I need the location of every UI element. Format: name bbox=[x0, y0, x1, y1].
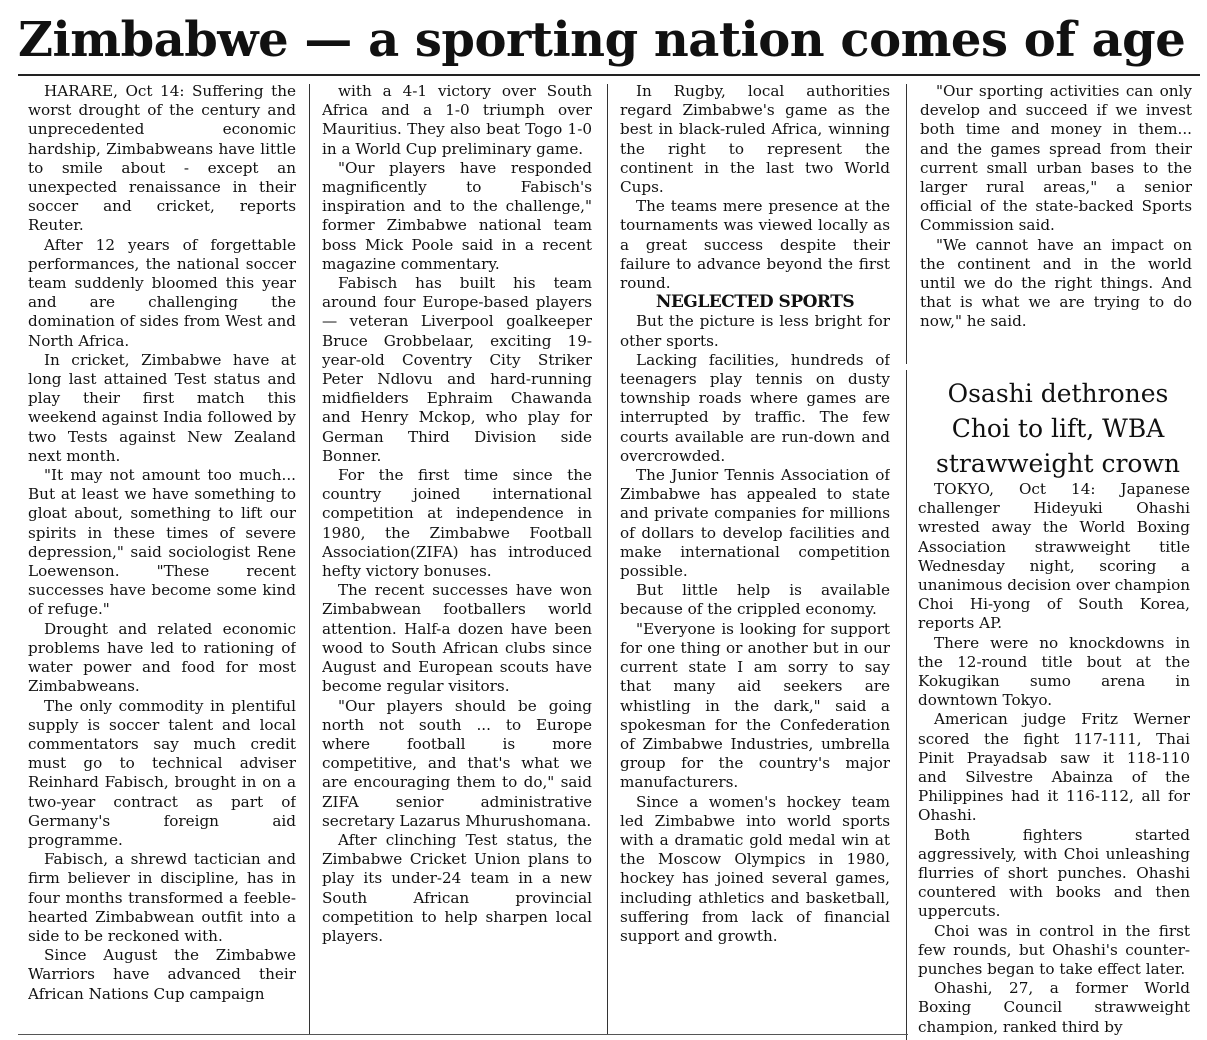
paragraph: HARARE, Oct 14: Suffering the worst drought of the century and unprecedented economic hardship, Zimbabweans have little to smile about - except an unexpected renaissance in their soccer and cricket, reports Reuter. bbox=[28, 82, 296, 235]
column-divider bbox=[906, 84, 907, 364]
paragraph: But the picture is less bright for other sports. bbox=[620, 312, 890, 350]
paragraph: In cricket, Zimbabwe have at long last attained Test status and play their first match this weekend against India followed by two Tests against New Zealand next month. bbox=[28, 350, 296, 465]
side-article-body bbox=[918, 480, 1190, 1036]
paragraph: Lacking facilities, hundreds of teenagers play tennis on dusty township roads where games are interrupted by traffic. The few courts available are run-down and overcrowded. bbox=[620, 350, 890, 465]
paragraph: Drought and related economic problems have led to rationing of water power and food for most Zimbabweans. bbox=[28, 619, 296, 696]
paragraph: "Our sporting activities can only develop and succeed if we invest both time and money in them... and the games spread from their current small urban bases to the larger rural areas," a senior official of the state-backed Sports Commission said. bbox=[920, 82, 1192, 235]
paragraph: For the first time since the country joined international competition at independence in 1980, the Zimbabwe Football Association(ZIFA) has introduced hefty victory bonuses. bbox=[322, 466, 592, 581]
paragraph: But little help is available because of the crippled economy. bbox=[620, 581, 890, 619]
paragraph: "It may not amount too much... But at least we have something to gloat about, something to lift our spirits in these times of severe depression," said sociologist Rene Loewenson. "These recent successes have become some kind of refuge." bbox=[28, 466, 296, 619]
paragraph: Ohashi, 27, a former World Boxing Council strawweight champion, ranked third by bbox=[918, 979, 1190, 1036]
paragraph: Since August the Zimbabwe Warriors have advanced their African Nations Cup campaign bbox=[28, 946, 296, 1003]
paragraph: Fabisch has built his team around four Europe-based players — veteran Liverpool goalkeeper Bruce Grobbelaar, exciting 19-year-old Coventry City Striker Peter Ndlovu and hard-running midfielders Ephraim Chawanda and Henry Mckop, who play for German Third Division side Bonner. bbox=[322, 274, 592, 465]
paragraph: The only commodity in plentiful supply is soccer talent and local commentators say much credit must go to technical adviser Reinhard Fabisch, brought in on a two-year contract as part of Germany's foreign aid programme. bbox=[28, 696, 296, 849]
section-subhead: NEGLECTED SPORTS bbox=[655, 292, 855, 313]
column-divider bbox=[607, 84, 608, 1034]
paragraph: The teams mere presence at the tournaments was viewed locally as a great success despite their failure to advance beyond the first round. bbox=[620, 197, 890, 293]
paragraph: The Junior Tennis Association of Zimbabwe has appealed to state and private companies for millions of dollars to develop facilities and make international competition possible. bbox=[620, 466, 890, 581]
paragraph: Both fighters started aggressively, with Choi unleashing flurries of short punches. Ohashi countered with books and then uppercuts. bbox=[918, 825, 1190, 921]
paragraph: After 12 years of forgettable performances, the national soccer team suddenly bloomed this year and are challenging the domination of sides from West and North Africa. bbox=[28, 235, 296, 350]
article-column-3 bbox=[620, 82, 890, 1032]
paragraph: The recent successes have won Zimbabwean footballers world attention. Half-a dozen have been wood to South African clubs since August and European scouts have become regular visitors. bbox=[322, 581, 592, 696]
article-column-4 bbox=[920, 82, 1192, 352]
paragraph: "Our players have responded magnificently to Fabisch's inspiration and to the challenge," former Zimbabwe national team boss Mick Poole said in a recent magazine commentary. bbox=[322, 158, 592, 273]
paragraph: TOKYO, Oct 14: Japanese challenger Hideyuki Ohashi wrested away the World Boxing Association strawweight title Wednesday night, scoring a unanimous decision over champion Choi Hi-yong of South Korea, reports AP. bbox=[918, 480, 1190, 633]
column-divider bbox=[309, 84, 310, 1034]
paragraph: with a 4-1 victory over South Africa and a 1-0 triumph over Mauritius. They also beat Togo 1-0 in a World Cup preliminary game. bbox=[322, 82, 592, 158]
article-column-2 bbox=[322, 82, 592, 1032]
paragraph: Since a women's hockey team led Zimbabwe into world sports with a dramatic gold medal win at the Moscow Olympics in 1980, hockey has joined several games, including athletics and basketball, suffering from lack of financial support and growth. bbox=[620, 792, 890, 945]
sidebar-divider bbox=[906, 370, 907, 1040]
paragraph: Choi was in control in the first few rounds, but Ohashi's counter-punches began to take effect later. bbox=[918, 921, 1190, 979]
paragraph: "We cannot have an impact on the continent and in the world until we do the right things. And that is what we are trying to do now," he said. bbox=[920, 235, 1192, 331]
bottom-rule bbox=[18, 1034, 908, 1035]
article-column-1 bbox=[28, 82, 296, 1032]
paragraph: "Our players should be going north not south ... to Europe where football is more competitive, and that's what we are encouraging them to do," said ZIFA senior administrative secretary Lazarus Mhurushomana. bbox=[322, 696, 592, 830]
headline-rule bbox=[18, 74, 1200, 76]
paragraph: Fabisch, a shrewd tactician and firm believer in discipline, has in four months transformed a feeble-hearted Zimbabwean outfit into a side to be reckoned with. bbox=[28, 850, 296, 945]
paragraph: In Rugby, local authorities regard Zimbabwe's game as the best in black-ruled Africa, winning the right to represent the continent in the last two World Cups. bbox=[620, 82, 890, 197]
paragraph: American judge Fritz Werner scored the fight 117-111, Thai Pinit Prayadsab saw it 118-110 and Silvestre Abainza of the Philippines had it 116-112, all for Ohashi. bbox=[918, 710, 1190, 825]
paragraph: "Everyone is looking for support for one thing or another but in our current state I am sorry to say that many aid seekers are whistling in the dark," said a spokesman for the Confederation of Zimbabwe Industries, umbrella group for the country's major manufacturers. bbox=[620, 619, 890, 792]
paragraph: There were no knockdowns in the 12-round title bout at the Kokugikan sumo arena in downtown Tokyo. bbox=[918, 633, 1190, 710]
side-article-headline: Osashi dethrones Choi to lift, WBA strawweight crown bbox=[936, 379, 1180, 478]
main-headline: Zimbabwe — a sporting nation comes of age bbox=[18, 12, 1186, 68]
paragraph: After clinching Test status, the Zimbabwe Cricket Union plans to play its under-24 team in a new South African provincial competition to help sharpen local players. bbox=[322, 830, 592, 945]
